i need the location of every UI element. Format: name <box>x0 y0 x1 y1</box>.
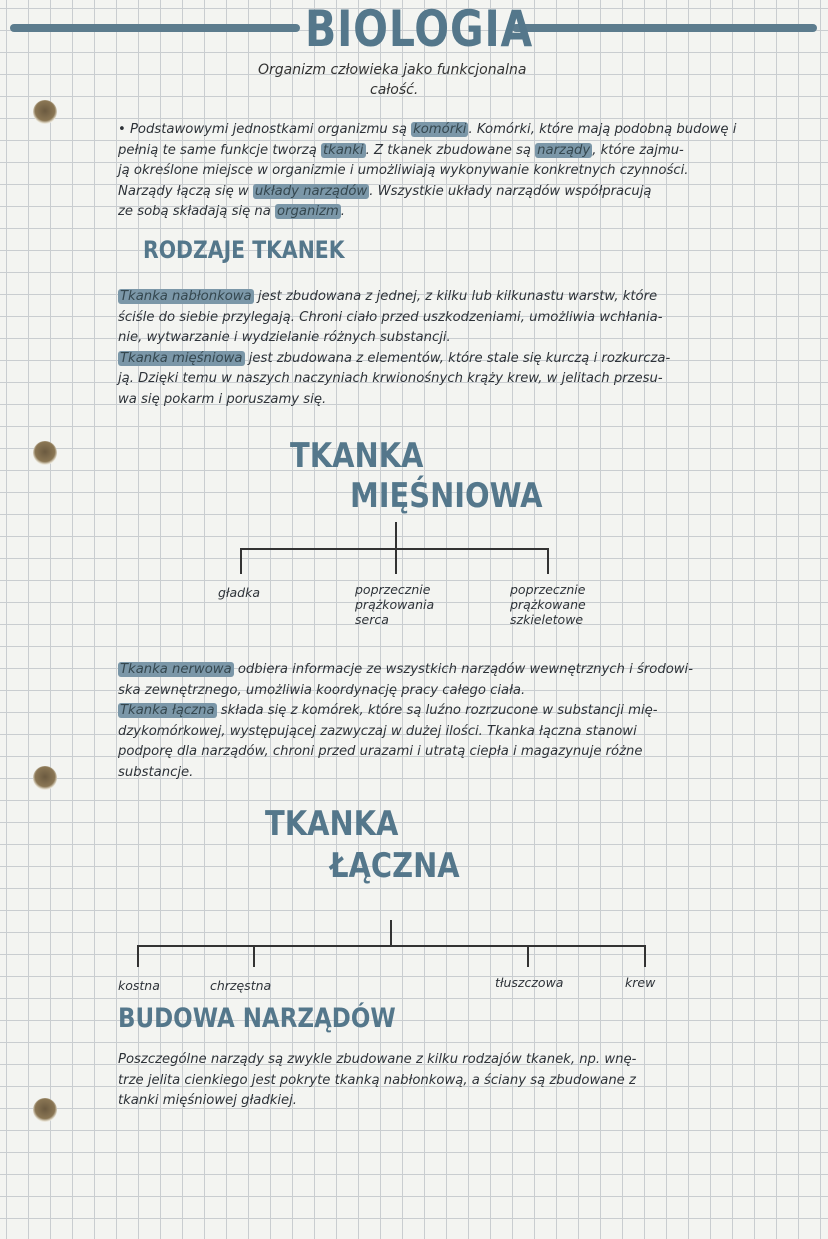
text-segment: dzykomórkowej, występującej zazwyczaj w dużej ilości. Tkanka łączna stanowi <box>118 723 637 739</box>
text-segment: Poszczególne narządy są zwykle zbudowane z kilku rodzajów tkanek, np. wnę- <box>118 1052 637 1067</box>
subtitle-line: Organizm człowieka jako funkcjonalna <box>258 62 527 78</box>
binder-hole <box>33 441 57 465</box>
tree-line <box>395 548 397 574</box>
text-line <box>118 141 818 162</box>
text-segment: nie, wytwarzanie i wydzielanie różnych substancji. <box>118 330 451 345</box>
branch-label: krew <box>625 975 656 990</box>
text-line <box>118 120 818 141</box>
text-line <box>118 202 818 223</box>
tree-line <box>527 945 529 967</box>
diagram1-title: TKANKA <box>290 436 424 476</box>
branch-label: kostna <box>118 978 160 993</box>
text-line <box>118 287 818 308</box>
text-segment: ją. Dzięki temu w naszych naczyniach krwionośnych krąży krew, w jelitach przesu- <box>118 371 663 386</box>
text-line <box>118 681 818 702</box>
tree-line <box>547 548 549 574</box>
text-line <box>118 349 818 370</box>
diagram2-title: TKANKA <box>265 804 399 844</box>
binder-hole <box>33 1098 57 1122</box>
text-segment: Narządy łączą się w <box>118 183 253 199</box>
branch-label: chrzęstna <box>210 978 272 993</box>
text-line <box>118 308 818 329</box>
text-segment: pełnią te same funkcje tworzą <box>118 142 322 158</box>
tree-line <box>137 945 645 947</box>
text-line <box>118 390 818 411</box>
heading-rodzaje-tkanek: RODZAJE TKANEK <box>143 236 345 264</box>
text-segment: ściśle do siebie przylegają. Chroni ciało przed uszkodzeniami, umożliwia wchłania- <box>118 309 663 325</box>
text-line <box>118 1050 818 1071</box>
text-segment: ze sobą składają się na <box>118 204 276 219</box>
title-bar-left <box>10 24 300 32</box>
text-segment: tkanki mięśniowej gładkiej. <box>118 1093 297 1108</box>
text-line <box>118 742 818 763</box>
organs-paragraph <box>118 1050 818 1112</box>
branch-label: poprzecznie prążkowania serca <box>355 582 435 627</box>
tissues-paragraph-2 <box>118 660 818 783</box>
tissues-paragraph-1 <box>118 287 818 410</box>
text-line <box>118 161 818 182</box>
text-segment: . Wszystkie układy narządów współpracują <box>369 183 652 199</box>
text-line <box>118 182 818 203</box>
intro-paragraph <box>118 120 818 223</box>
heading-budowa-narzadow: BUDOWA NARZĄDÓW <box>118 1003 396 1034</box>
tree-line <box>395 522 397 548</box>
text-segment: podporę dla narządów, chroni przed urazami i utratą ciepła i magazynuje różne <box>118 744 643 759</box>
text-segment: . <box>340 204 345 219</box>
text-line <box>118 1071 818 1092</box>
diagram1-title: MIĘŚNIOWA <box>350 476 543 516</box>
branch-label: gładka <box>218 585 261 600</box>
text-line <box>118 660 818 681</box>
highlighted-term: Tkanka nerwowa <box>120 662 232 677</box>
highlighted-term: układy narządów <box>254 183 368 199</box>
tree-line <box>390 920 392 945</box>
highlighted-term: organizm <box>277 204 339 219</box>
text-segment: ją określone miejsce w organizmie i umożliwiają wykonywanie konkretnych czynności. <box>118 163 689 178</box>
text-segment: , które zajmu- <box>592 142 684 158</box>
text-line <box>118 369 818 390</box>
text-line <box>118 328 818 349</box>
branch-label: poprzecznie prążkowane szkieletowe <box>510 582 586 627</box>
highlighted-term: Tkanka mięśniowa <box>120 350 243 366</box>
binder-hole <box>33 766 57 790</box>
highlighted-term: Tkanka nabłonkowa <box>120 289 252 304</box>
highlighted-term: Tkanka łączna <box>120 703 215 718</box>
text-segment: wa się pokarm i poruszamy się. <box>118 391 327 407</box>
tree-line <box>137 945 139 967</box>
tree-line <box>644 945 646 967</box>
text-line <box>118 722 818 743</box>
highlighted-term: narządy <box>537 142 591 158</box>
page-title: BIOLOGIA <box>305 0 534 58</box>
text-segment: • Podstawowymi jednostkami organizmu są <box>118 122 412 137</box>
branch-label: tłuszczowa <box>495 975 564 990</box>
text-segment: odbiera informacje ze wszystkich narządów wewnętrznych i środowi- <box>233 662 693 677</box>
text-segment: ska zewnętrznego, umożliwia koordynację pracy całego ciała. <box>118 682 526 698</box>
text-segment: . Z tkanek zbudowane są <box>365 142 536 158</box>
text-line <box>118 1091 818 1112</box>
text-segment: substancje. <box>118 764 194 780</box>
tree-line <box>240 548 242 574</box>
diagram2-title: ŁĄCZNA <box>330 846 460 886</box>
highlighted-term: komórki <box>413 122 467 137</box>
text-segment: jest zbudowana z elementów, które stale się kurczą i rozkurcza- <box>244 350 671 366</box>
binder-hole <box>33 100 57 124</box>
text-line <box>118 763 818 784</box>
text-line <box>118 701 818 722</box>
tree-line <box>240 548 548 550</box>
title-bar-right <box>512 24 817 32</box>
subtitle-line: całość. <box>370 82 419 98</box>
tree-line <box>253 945 255 967</box>
text-segment: trze jelita cienkiego jest pokryte tkanką nabłonkową, a ściany są zbudowane z <box>118 1072 636 1088</box>
text-segment: jest zbudowana z jednej, z kilku lub kilkunastu warstw, które <box>253 289 658 304</box>
text-segment: składa się z komórek, które są luźno rozrzucone w substancji mię- <box>216 703 658 718</box>
text-segment: . Komórki, które mają podobną budowę i <box>468 122 737 137</box>
highlighted-term: tkanki <box>323 142 364 158</box>
